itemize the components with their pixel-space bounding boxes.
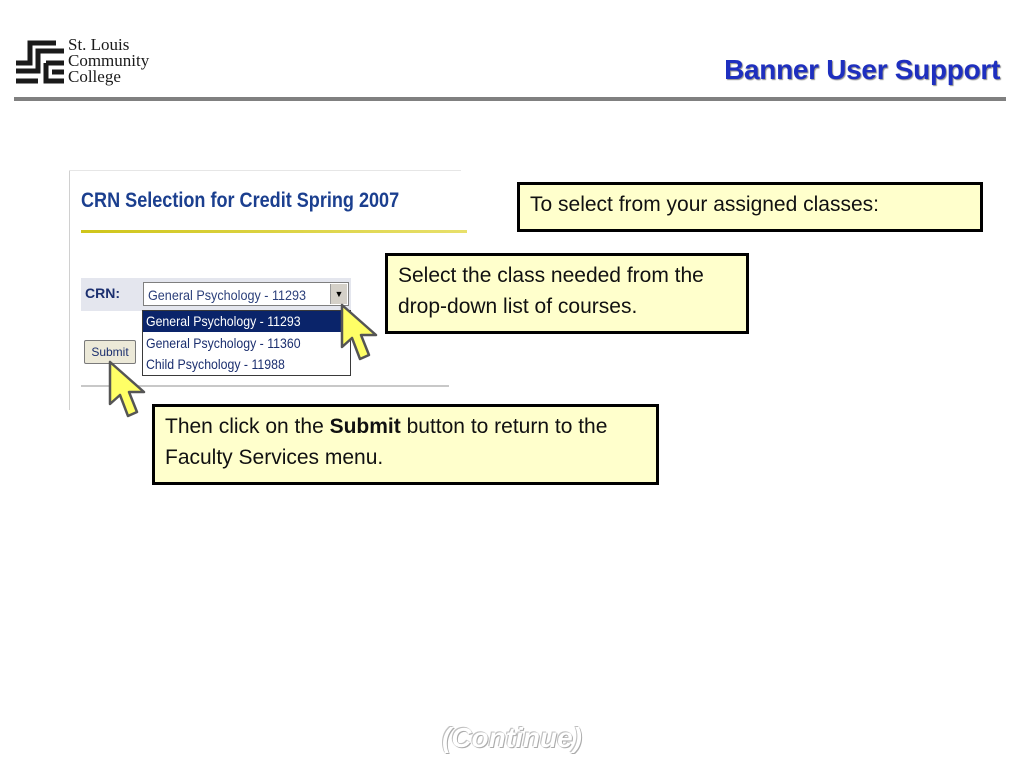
page-title: Banner User Support	[724, 54, 1000, 85]
panel-edge	[69, 170, 70, 410]
step2-text-pre: Then click on the	[165, 415, 330, 438]
intro-callout	[517, 182, 983, 232]
option-label: General Psychology - 11293	[146, 313, 301, 329]
step2-text-post: button to return to the Faculty Services menu.	[165, 415, 608, 469]
dropdown-arrow-icon[interactable]: ▼	[330, 284, 347, 304]
option-label: Child Psychology - 11988	[146, 356, 285, 372]
dropdown-option[interactable]	[143, 333, 350, 354]
crn-select-value: General Psychology - 11293	[148, 287, 307, 303]
crn-select[interactable]	[143, 282, 349, 306]
crn-dropdown-list	[142, 310, 351, 376]
dropdown-option[interactable]	[143, 311, 350, 332]
college-logo-icon	[16, 37, 68, 89]
dropdown-option[interactable]	[143, 354, 350, 375]
step1-text: Select the class needed from the drop-down list of courses.	[398, 264, 704, 318]
crn-label: CRN:	[85, 285, 120, 301]
logo-line-1: St. Louis	[68, 35, 130, 54]
pointer-cursor-icon	[108, 360, 152, 422]
select-class-callout	[385, 253, 749, 334]
panel-edge-top	[69, 170, 461, 171]
pointer-cursor-icon	[340, 303, 384, 365]
option-label: General Psychology - 11360	[146, 335, 301, 351]
college-logo	[16, 37, 176, 95]
header-divider	[14, 97, 1006, 101]
college-name	[68, 37, 149, 85]
submit-button[interactable]: Submit	[84, 340, 136, 364]
logo-line-3: College	[68, 67, 121, 86]
logo-line-2: Community	[68, 51, 150, 70]
continue-label: (Continue)	[442, 722, 582, 753]
step2-text-bold: Submit	[329, 415, 401, 438]
crn-selection-heading: CRN Selection for Credit Spring 2007	[81, 189, 400, 212]
intro-text: To select from your assigned classes:	[530, 193, 879, 216]
submit-callout	[152, 404, 659, 485]
heading-underline	[81, 230, 467, 233]
